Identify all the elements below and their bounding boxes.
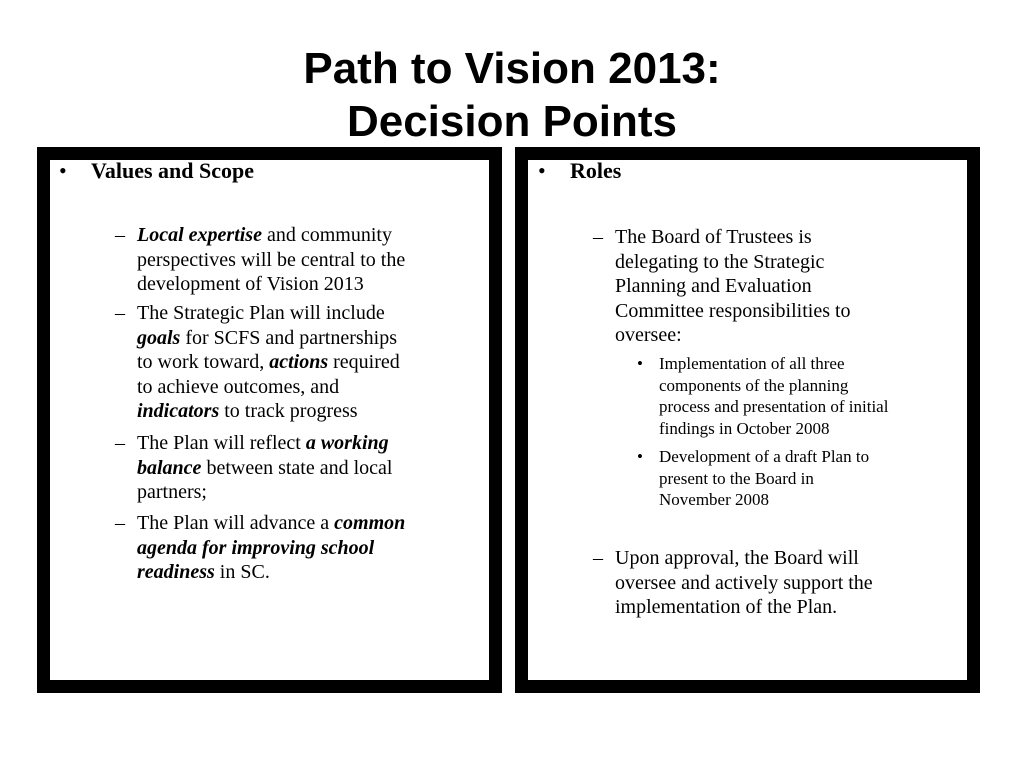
emphasis-text: balance xyxy=(137,456,202,479)
roles-subitem-draft-plan xyxy=(637,446,870,511)
text-run: perspectives will be central to the xyxy=(137,248,406,271)
text-line xyxy=(137,480,392,505)
text-line xyxy=(137,350,400,375)
title-line-2: Decision Points xyxy=(346,97,678,146)
heading-label: Values and Scope xyxy=(91,158,255,183)
text-run: The Plan will reflect xyxy=(137,432,306,454)
text-line xyxy=(137,272,405,297)
text-line: oversee: xyxy=(615,324,682,346)
emphasis-text: Local expertise xyxy=(137,224,262,246)
roles-item-delegation xyxy=(593,225,851,348)
values-item-common-agenda xyxy=(115,511,406,585)
text-line: process and presentation of initial xyxy=(659,397,889,416)
dash-icon: – xyxy=(593,547,603,569)
text-line: Planning and Evaluation xyxy=(615,275,812,297)
text-run: required xyxy=(328,351,400,373)
bullet-icon: • xyxy=(637,354,643,373)
text-run: to work toward, xyxy=(137,351,270,373)
text-run: The Plan will advance a xyxy=(137,512,335,534)
text-line: oversee and actively support the xyxy=(615,571,873,594)
emphasis-text: agenda for improving school xyxy=(137,536,375,559)
text-run: for SCFS and partnerships xyxy=(180,326,398,349)
emphasis-text: actions xyxy=(269,351,329,373)
dash-icon: – xyxy=(115,224,125,246)
text-line xyxy=(137,399,400,424)
text-line: November 2008 xyxy=(659,490,770,509)
text-line: Implementation of all three xyxy=(659,354,845,373)
roles-item-approval xyxy=(593,546,873,620)
page-title xyxy=(0,42,1024,148)
values-item-local-expertise xyxy=(115,223,406,297)
emphasis-text: goals xyxy=(137,326,181,349)
emphasis-text: a working xyxy=(305,432,389,454)
bullet-icon: • xyxy=(538,158,546,183)
text-line xyxy=(137,248,405,273)
emphasis-text: common xyxy=(334,512,406,534)
title-line-1: Path to Vision 2013: xyxy=(303,44,721,93)
emphasis-text: readiness xyxy=(137,561,215,583)
text-run: in SC. xyxy=(214,561,270,583)
roles-heading xyxy=(538,158,622,184)
text-line: delegating to the Strategic xyxy=(615,250,825,273)
bullet-icon: • xyxy=(59,158,67,183)
text-line xyxy=(137,375,400,400)
bullet-icon: • xyxy=(637,447,643,466)
text-run: to achieve outcomes, and xyxy=(137,375,340,398)
values-item-strategic-plan xyxy=(115,301,400,424)
dash-icon: – xyxy=(115,302,125,324)
heading-label: Roles xyxy=(570,158,622,183)
text-line: findings in October 2008 xyxy=(659,418,830,438)
emphasis-text: indicators xyxy=(137,400,220,422)
text-run: partners; xyxy=(137,481,207,503)
dash-icon: – xyxy=(115,512,125,534)
text-line xyxy=(137,223,405,248)
text-line xyxy=(137,431,392,456)
text-line xyxy=(137,511,405,536)
text-line xyxy=(137,456,392,481)
text-line: Committee responsibilities to xyxy=(615,299,851,322)
text-line: The Board of Trustees is xyxy=(615,226,812,248)
text-line xyxy=(137,326,400,351)
values-scope-heading xyxy=(59,158,255,184)
text-run: and community xyxy=(261,224,392,246)
text-line: Development of a draft Plan to xyxy=(659,447,870,466)
text-line xyxy=(137,560,405,585)
text-line: Upon approval, the Board will xyxy=(615,547,859,569)
text-run: development of Vision 2013 xyxy=(137,273,364,295)
roles-subitem-implementation xyxy=(637,353,889,439)
dash-icon: – xyxy=(593,226,603,248)
text-line: components of the planning xyxy=(659,375,849,395)
text-run: to track progress xyxy=(219,400,358,422)
text-run: The Strategic Plan will include xyxy=(137,302,385,324)
text-line: implementation of the Plan. xyxy=(615,596,838,618)
text-line: present to the Board in xyxy=(659,468,814,488)
text-line xyxy=(137,536,405,561)
dash-icon: – xyxy=(115,432,125,454)
values-item-working-balance xyxy=(115,431,393,505)
text-line xyxy=(137,301,400,326)
text-run: between state and local xyxy=(201,456,393,479)
